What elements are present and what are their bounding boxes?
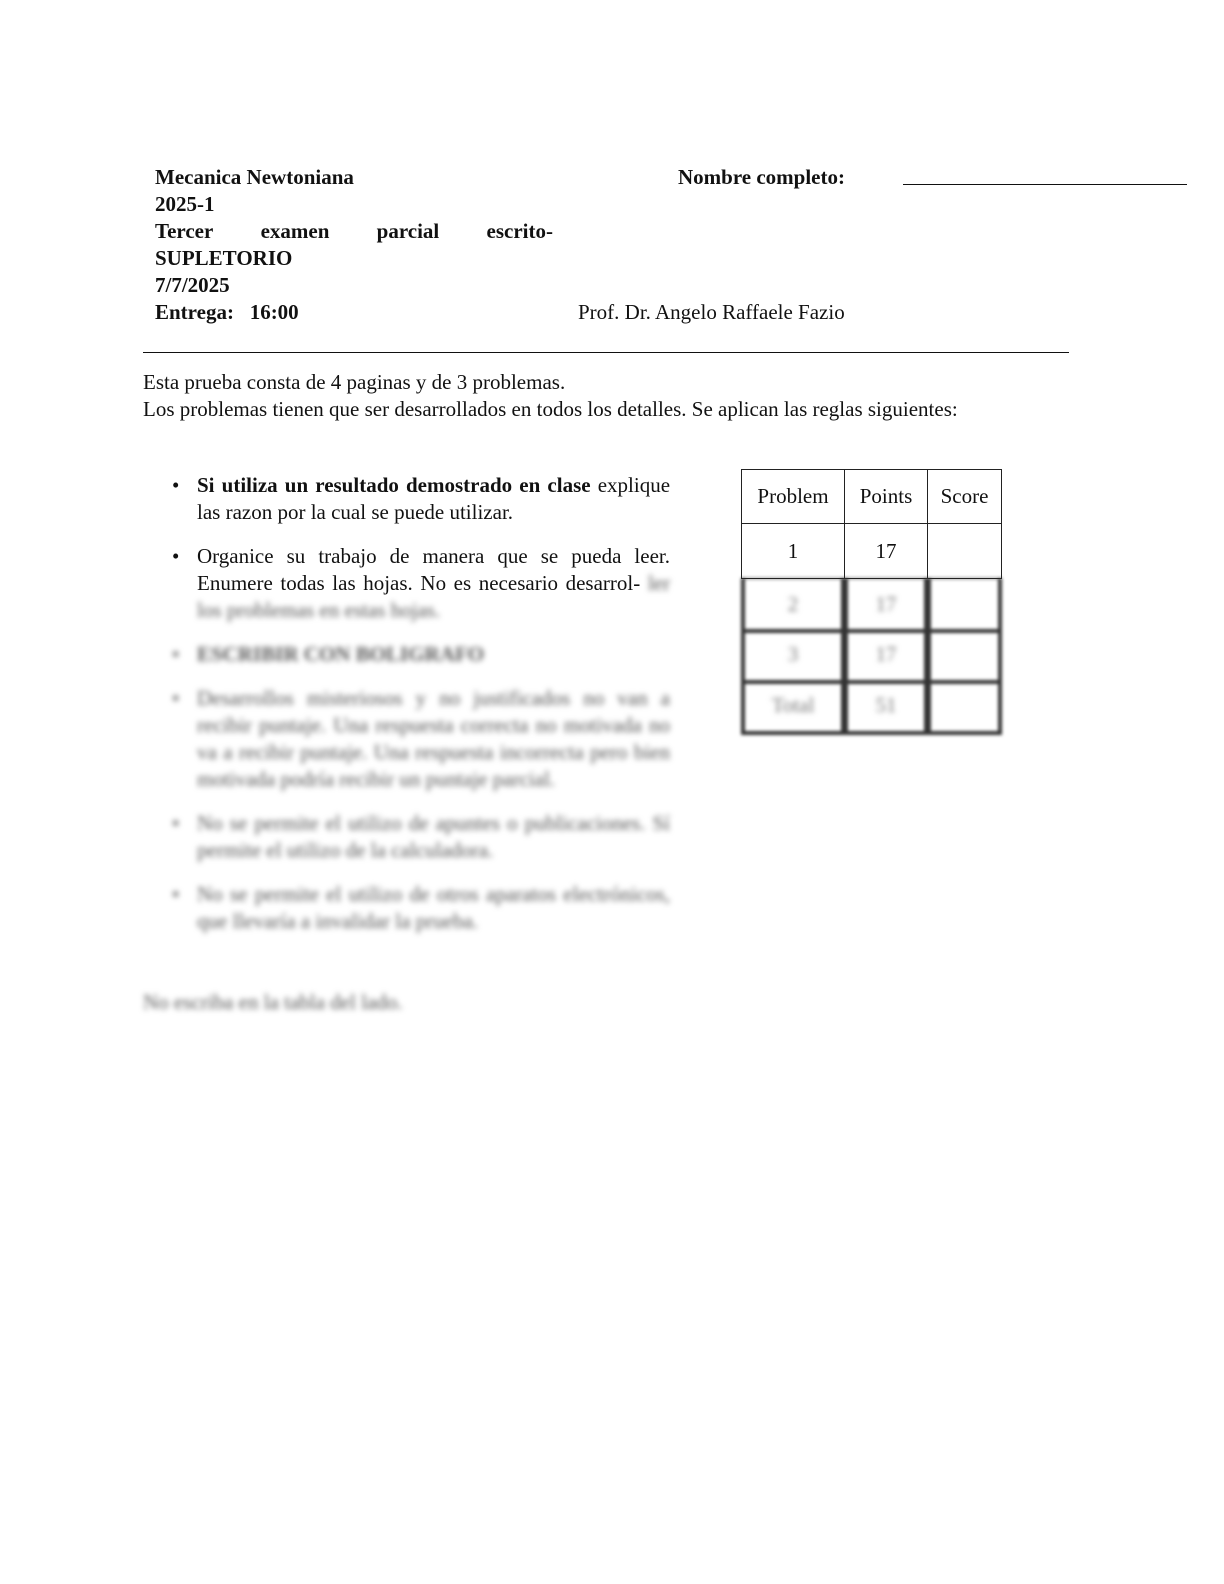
rule-item bbox=[170, 641, 670, 668]
rule-text: Desarrollos misteriosos y no justificados no van a recibir puntaje. Una respuesta correcta no motivada no va a recibir puntaje. Una respuesta incorrecta pero bien motivada podría recibir un puntaje parcial. bbox=[197, 686, 670, 791]
intro-line-2: Los problemas tienen que ser desarrollados en todos los detalles. Se aplican las reglas siguientes: bbox=[143, 397, 958, 421]
rule-text: explique las razon por la cual se puede utilizar. bbox=[197, 473, 671, 524]
professor: Prof. Dr. Angelo Raffaele Fazio bbox=[578, 300, 845, 324]
cell-problem bbox=[741, 629, 845, 684]
cell-problem bbox=[741, 680, 845, 735]
header-problem: Problem bbox=[741, 469, 845, 524]
cell-text: 17 bbox=[875, 591, 897, 616]
term: 2025-1 bbox=[155, 192, 215, 216]
rule-item bbox=[170, 810, 670, 864]
rule-item bbox=[170, 543, 670, 624]
exam-word: examen bbox=[260, 219, 330, 243]
cell-text: Total bbox=[771, 693, 815, 717]
cell-points bbox=[844, 629, 928, 684]
cell-text: 2 bbox=[787, 591, 799, 616]
rules-list bbox=[170, 472, 670, 952]
table-row bbox=[741, 629, 1002, 684]
bullet-icon: • bbox=[172, 473, 180, 497]
exam-date: 7/7/2025 bbox=[155, 273, 230, 297]
intro-line-1: Esta prueba consta de 4 paginas y de 3 problemas. bbox=[143, 370, 566, 394]
header-divider bbox=[143, 352, 1069, 353]
table-row-total bbox=[741, 680, 1002, 735]
score-table bbox=[741, 469, 1002, 735]
cell-points: 17 bbox=[844, 524, 928, 579]
rule-item bbox=[170, 881, 670, 935]
rule-bold: ESCRIBIR CON BOLIGRAFO bbox=[197, 642, 485, 666]
blurred-rows bbox=[741, 578, 1002, 735]
rule-item bbox=[170, 472, 670, 526]
cell-text: 51 bbox=[875, 693, 897, 717]
rule-text: Organice su trabajo de manera que se pueda leer. Enumere todas las hojas. No es necesario desarrol- bbox=[197, 544, 670, 595]
cell-points bbox=[844, 680, 928, 735]
cell-score bbox=[927, 524, 1002, 579]
exam-type-line bbox=[155, 219, 553, 244]
cell-points bbox=[844, 578, 928, 633]
cell-score bbox=[927, 578, 1002, 633]
header-points: Points bbox=[844, 469, 928, 524]
bullet-icon: • bbox=[172, 544, 180, 568]
exam-subtitle: SUPLETORIO bbox=[155, 246, 293, 270]
cell-problem bbox=[741, 578, 845, 633]
delivery bbox=[155, 300, 299, 325]
rule-bold: Si utiliza un resultado demostrado en clase bbox=[197, 473, 591, 497]
cell-problem: 1 bbox=[741, 524, 845, 579]
table-header-row bbox=[741, 469, 1002, 524]
name-blank-line bbox=[903, 184, 1187, 185]
footer-note: No escriba en la tabla del lado. bbox=[143, 990, 403, 1014]
delivery-label: Entrega: bbox=[155, 300, 234, 324]
delivery-time: 16:00 bbox=[249, 300, 299, 324]
exam-word: Tercer bbox=[155, 219, 214, 243]
exam-word: escrito- bbox=[486, 219, 553, 243]
exam-word: parcial bbox=[376, 219, 440, 243]
rule-item bbox=[170, 685, 670, 793]
rule-text: No se permite el utilizo de apuntes o publicaciones. Sí permite el utilizo de la calculadora. bbox=[197, 811, 670, 862]
rule-text-blurred: ler los problemas en estas hojas. bbox=[197, 571, 670, 622]
cell-score bbox=[927, 629, 1002, 684]
bullet-icon: • bbox=[172, 811, 180, 835]
bullet-icon: • bbox=[172, 882, 180, 906]
rule-text: No se permite el utilizo de otros aparatos electrónicos, que llevaría a invalidar la prueba. bbox=[197, 882, 670, 933]
table-row bbox=[741, 524, 1002, 579]
bullet-icon: • bbox=[172, 686, 180, 710]
table-row bbox=[741, 578, 1002, 633]
cell-score bbox=[927, 680, 1002, 735]
course-title: Mecanica Newtoniana bbox=[155, 165, 354, 189]
header-score: Score bbox=[927, 469, 1002, 524]
bullet-icon: • bbox=[172, 642, 180, 666]
cell-text: 3 bbox=[787, 642, 799, 666]
cell-text: 17 bbox=[875, 642, 897, 666]
name-label: Nombre completo: bbox=[678, 165, 845, 189]
